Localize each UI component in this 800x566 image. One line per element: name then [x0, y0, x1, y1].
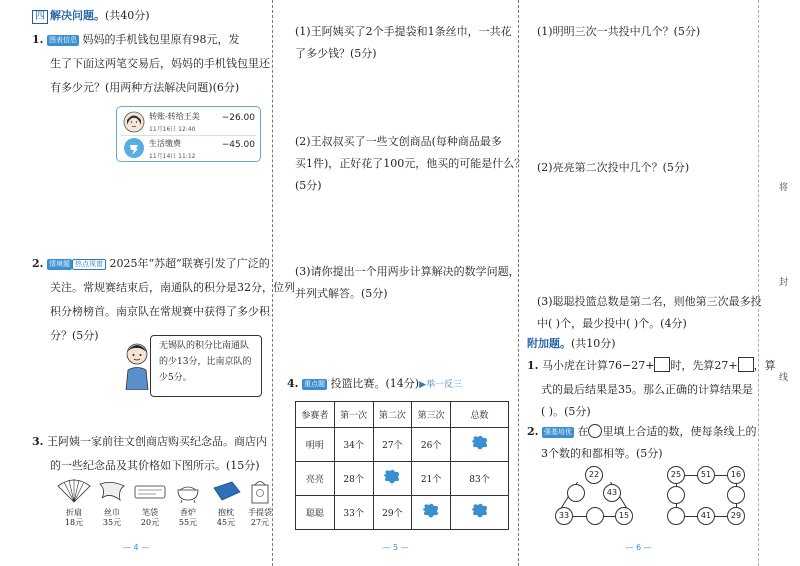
transaction-amount: −45.00	[221, 140, 255, 150]
ink-blot-icon	[421, 502, 441, 520]
q3-text-1: 王阿姨一家前往文创商店购买纪念品。商店内	[46, 435, 267, 448]
q2-text-1: 2025年“苏超”联赛引发了广泛的	[109, 257, 270, 270]
q4-tag: ▶举一反三	[419, 380, 462, 390]
table-cell: 聪聪	[296, 496, 335, 530]
hexagon-node-blank[interactable]	[667, 507, 685, 525]
table-cell: 26个	[412, 428, 451, 462]
ink-blot-cell	[412, 496, 451, 530]
page-4	[0, 0, 295, 566]
souvenir-name: 香炉	[180, 508, 196, 517]
hexagon-node: 29	[727, 507, 745, 525]
q1-badge: 图表信息	[48, 36, 77, 44]
hexagon-node-blank[interactable]	[667, 486, 685, 504]
q1-line-1	[32, 30, 239, 50]
q1-number: 1.	[32, 33, 44, 46]
triangle-node-blank[interactable]	[586, 507, 604, 525]
souvenir-name: 抱枕	[218, 508, 234, 517]
q1-text-1: 妈妈的手机钱包里原有98元，发	[82, 33, 240, 46]
transaction-amount: −26.00	[221, 113, 255, 123]
table-cell: 83个	[451, 462, 509, 496]
q2-text-2: 关注。常规赛结束后，南通队的积分是32分，位列	[50, 281, 295, 294]
table-cell: 33个	[334, 496, 373, 530]
q3-number: 3.	[32, 435, 44, 448]
q4-title: 投篮比赛。(14分)	[330, 377, 420, 390]
ink-blot-cell	[373, 462, 412, 496]
ink-blot-cell	[451, 496, 509, 530]
page-number: — 4 —	[122, 543, 150, 552]
b2-text-2: 3个数的和都相等。(5分)	[541, 447, 663, 460]
section-score: (共40分)	[105, 9, 150, 22]
table-cell: 亮亮	[296, 462, 335, 496]
hexagon-node-blank[interactable]	[727, 486, 745, 504]
number-triangle	[555, 466, 645, 536]
section-heading	[32, 6, 150, 26]
souvenir-price: 18元	[64, 518, 84, 527]
table-row	[296, 462, 509, 496]
triangle-node: 33	[555, 507, 573, 525]
answer-box[interactable]	[738, 357, 754, 372]
souvenir-price: 27元	[250, 518, 270, 527]
q3-1-text-1: (1)王阿姨买了2个手提袋和1条丝巾，一共花	[295, 25, 512, 38]
incense-burner-icon	[170, 478, 206, 504]
table-header: 第二次	[373, 402, 412, 428]
q2-text-3: 积分榜榜首。南京队在常规赛中获得了多少积	[50, 305, 270, 318]
silk-scarf-icon	[94, 478, 130, 504]
ink-blot-icon	[470, 502, 490, 520]
circle-blank	[588, 424, 602, 438]
ink-blot-icon	[382, 468, 402, 486]
basketball-score-table	[295, 401, 509, 530]
table-header: 第一次	[334, 402, 373, 428]
table-cell: 29个	[373, 496, 412, 530]
transaction-name: 生活缴费	[149, 139, 181, 148]
q2-text-4: 分？(5分)	[50, 329, 99, 342]
binding-margin	[758, 0, 800, 566]
table-cell: 21个	[412, 462, 451, 496]
souvenir-price: 20元	[140, 518, 160, 527]
q4-badge: 重点题	[303, 380, 325, 388]
binding-char: 封	[779, 278, 789, 288]
section-title: 解决问题。	[50, 9, 105, 22]
hexagon-node: 25	[667, 466, 685, 484]
table-header: 总数	[451, 402, 509, 428]
page-number: — 5 —	[382, 543, 409, 552]
souvenir-item	[92, 478, 132, 528]
b2-badge: 强基培优	[543, 428, 572, 436]
q4-1-text: (1)明明三次一共投中几个？(5分)	[537, 25, 701, 38]
souvenir-name: 丝巾	[104, 508, 120, 517]
q3-2-text-3: (5分)	[295, 179, 322, 192]
pillow-icon	[208, 478, 244, 504]
table-header: 第三次	[412, 402, 451, 428]
triangle-node: 22	[585, 466, 603, 484]
transaction-time: 11月14日 11:12	[149, 153, 196, 160]
q2-badge: 情境题	[48, 260, 70, 268]
triangle-node-blank[interactable]	[567, 484, 585, 502]
bonus-title: 附加题。	[527, 337, 571, 350]
q3-1-text-2: 了多少钱？(5分)	[295, 47, 377, 60]
b1-line-1	[527, 356, 776, 376]
table-header-row	[296, 402, 509, 428]
q3-text-2: 的一些纪念品及其价格如下图所示。(15分)	[50, 459, 260, 472]
page-6	[518, 0, 776, 566]
wallet-transactions	[116, 106, 261, 162]
souvenir-item	[130, 478, 170, 528]
answer-box[interactable]	[654, 357, 670, 372]
q4-3-text-2: 中( )个，最少投中( )个。(4分)	[537, 317, 687, 330]
q4-heading	[287, 374, 462, 395]
q3-2-text-2: 买1件)，正好花了100元，他买的可能是什么？	[295, 157, 526, 170]
transaction-time: 11月16日 12:40	[149, 126, 196, 133]
page-5	[272, 0, 526, 566]
bonus-heading	[527, 334, 616, 354]
b2-text: 里填上合适的数，使每条线上的	[602, 425, 757, 438]
b2-line-1	[527, 422, 756, 442]
b1-text: 马小虎在计算76−27+	[541, 359, 655, 372]
souvenir-name: 手提袋	[248, 508, 272, 517]
b1-text-3: ( )。(5分)	[541, 405, 591, 418]
table-row	[296, 428, 509, 462]
q4-3-text-1: (3)聪聪投篮总数是第二名，则他第三次最多投	[537, 295, 762, 308]
b1-text: 时，先算27+	[670, 359, 738, 372]
q2-line-1	[32, 254, 270, 274]
transaction-row	[121, 137, 257, 161]
b2-number: 2.	[527, 425, 539, 438]
q2-badge: 热点视窗	[72, 259, 106, 270]
transaction-row	[121, 110, 257, 134]
q1-text-3: 有多少元？(用两种方法解决问题)(6分)	[50, 81, 240, 94]
hexagon-node: 51	[697, 466, 715, 484]
ink-blot-cell	[451, 428, 509, 462]
binding-char: 将	[779, 183, 789, 193]
q3-2-text-1: (2)王叔叔买了一些文创商品(每种商品最多	[295, 135, 502, 148]
bubble-text-2: 的少13分，比南京队的	[159, 357, 252, 367]
table-cell: 28个	[334, 462, 373, 496]
q3-line-1	[32, 432, 267, 452]
avatar-icon	[123, 111, 145, 133]
table-header: 参赛者	[296, 402, 335, 428]
table-cell: 明明	[296, 428, 335, 462]
b2-text: 在	[577, 425, 589, 438]
souvenir-price: 45元	[216, 518, 236, 527]
table-cell: 34个	[334, 428, 373, 462]
binding-char: 线	[779, 373, 789, 383]
q1-text-2: 生了下面这两笔交易后，妈妈的手机钱包里还	[50, 57, 270, 70]
b1-number: 1.	[527, 359, 539, 372]
triangle-node: 15	[615, 507, 633, 525]
page-number: — 6 —	[625, 543, 652, 552]
bonus-score: (共10分)	[571, 337, 616, 350]
boy-illustration	[122, 340, 152, 390]
souvenir-price: 35元	[102, 518, 122, 527]
souvenir-item	[168, 478, 208, 528]
hexagon-node: 16	[727, 466, 745, 484]
b1-text-2: 式的最后结果是35。那么正确的计算结果是	[541, 383, 753, 396]
souvenir-item	[54, 478, 94, 528]
section-number: 四	[32, 10, 48, 24]
q3-3-text-1: (3)请你提出一个用两步计算解决的数学问题，	[295, 265, 520, 278]
q4-2-text: (2)亮亮第二次投中几个？(5分)	[537, 161, 690, 174]
bubble-text-1: 无锡队的积分比南通队	[159, 341, 250, 351]
q3-3-text-2: 并列式解答。(5分)	[295, 287, 388, 300]
souvenir-name: 笔袋	[142, 508, 158, 517]
souvenir-price: 55元	[178, 518, 198, 527]
transaction-name: 转账-转给王美	[149, 112, 200, 121]
q4-number: 4.	[287, 377, 299, 390]
bubble-text-3: 少5分。	[159, 373, 192, 383]
utility-payment-icon	[123, 137, 145, 159]
hexagon-node: 41	[697, 507, 715, 525]
folding-fan-icon	[56, 478, 92, 504]
table-cell: 27个	[373, 428, 412, 462]
number-hexagon	[667, 466, 757, 536]
table-row	[296, 496, 509, 530]
triangle-node: 43	[603, 484, 621, 502]
pencil-case-icon	[132, 478, 168, 504]
q2-number: 2.	[32, 257, 44, 270]
ink-blot-icon	[470, 434, 490, 452]
divider	[121, 135, 256, 136]
souvenir-name: 折扇	[66, 508, 82, 517]
speech-bubble	[150, 335, 262, 397]
b1-text: ，算	[753, 359, 776, 372]
